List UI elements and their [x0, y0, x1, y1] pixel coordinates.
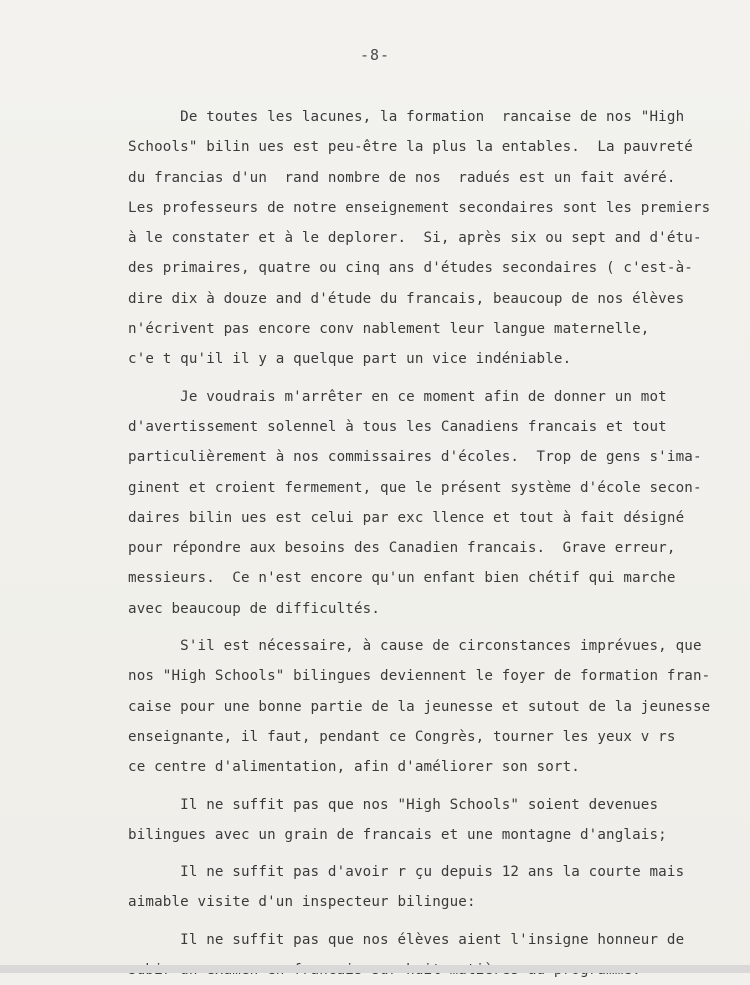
paragraph-gap — [128, 624, 703, 631]
text-line: Il ne suffit pas que nos "High Schools" soient devenues — [128, 796, 659, 813]
text-line: Il ne suffit pas d'avoir r çu depuis 12 ans la courte mais — [128, 864, 685, 881]
text-line: De toutes les lacunes, la formation rancaise de nos "High — [128, 109, 685, 125]
text-line: pour répondre aux besoins des Canadien francais. Grave erreur, — [128, 540, 676, 557]
document-body — [128, 102, 711, 985]
paragraph — [128, 790, 703, 851]
paragraph-gap — [128, 850, 703, 857]
text-line: n'écrivent pas encore conv nablement leur langue maternelle, — [128, 321, 650, 338]
text-line: dire dix à douze and d'étude du francais, beaucoup de nos élèves — [128, 290, 685, 307]
text-line: aimable visite d'un inspecteur bilingue: — [128, 894, 476, 911]
paragraph-gap — [128, 783, 703, 790]
text-line: messieurs. Ce n'est encore qu'un enfant bien chétif qui marche — [128, 570, 676, 587]
paragraph — [128, 631, 711, 782]
page-bottom-edge — [0, 965, 750, 973]
paragraph-gap — [128, 375, 703, 382]
text-line: ce centre d'alimentation, afin d'améliorer son sort. — [128, 759, 580, 776]
text-line: avec beaucoup de difficultés. — [128, 600, 381, 617]
paragraph-gap — [128, 918, 703, 925]
text-line: daires bilin ues est celui par exc llence et tout à fait désigné — [128, 509, 685, 526]
text-line: S'il est nécessaire, à cause de circonstances imprévues, que — [128, 638, 702, 655]
text-line: Il ne suffit pas que nos élèves aient l'insigne honneur de — [128, 931, 685, 948]
text-line: du francias d'un rand nombre de nos radués est un fait avéré. — [128, 169, 676, 186]
text-line: Schools" bilin ues est peu-être la plus la entables. La pauvreté — [128, 139, 693, 156]
text-line: des primaires, quatre ou cinq ans d'études secondaires ( c'est-à- — [128, 260, 693, 277]
paragraph — [128, 102, 711, 375]
text-line: caise pour une bonne partie de la jeunesse et sutout de la jeunesse — [128, 698, 711, 715]
text-line: enseignante, il faut, pendant ce Congrès, tourner les yeux v rs — [128, 728, 676, 745]
text-line: Les professeurs de notre enseignement secondaires sont les premiers — [128, 199, 711, 216]
paragraph — [128, 857, 703, 918]
text-line: à le constater et à le deplorer. Si, après six ou sept and d'étu- — [128, 230, 702, 247]
text-line: nos "High Schools" bilingues deviennent le foyer de formation fran- — [128, 668, 711, 685]
text-line: d'avertissement solennel à tous les Canadiens francais et tout — [128, 418, 667, 435]
text-line: ginent et croient fermement, que le présent système d'école secon- — [128, 479, 702, 496]
text-line: Je voudrais m'arrêter en ce moment afin de donner un mot — [128, 388, 667, 405]
text-line: c'e t qu'il il y a quelque part un vice indéniable. — [128, 351, 572, 368]
text-line: particulièrement à nos commissaires d'écoles. Trop de gens s'ima- — [128, 449, 702, 466]
text-line: bilingues avec un grain de francais et une montagne d'anglais; — [128, 826, 667, 843]
page-number: -8- — [359, 46, 391, 64]
paragraph — [128, 925, 703, 985]
paragraph — [128, 382, 703, 624]
